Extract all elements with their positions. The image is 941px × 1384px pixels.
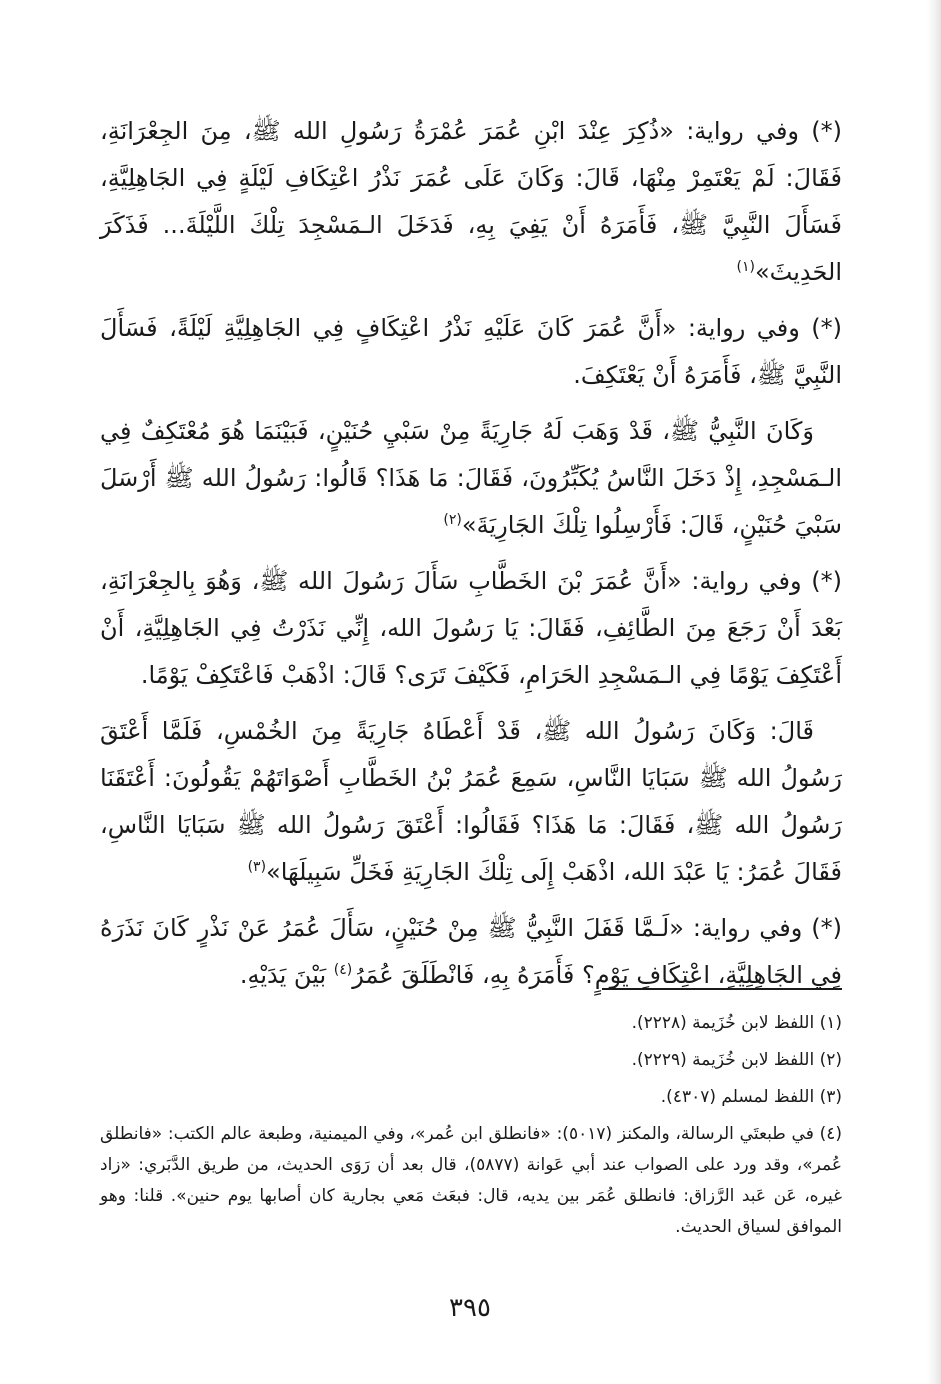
footnote-ref-3[interactable]: (٣)	[247, 859, 267, 875]
page-number: ٣٩٥	[449, 1293, 491, 1323]
paragraph-5-text: قَالَ: وَكَانَ رَسُولُ الله ﷺ، قَدْ أَعْطَاهُ جَارِيَةً مِنَ الخُمْسِ، فَلَمَّا أَعْتَقَ رَسُولُ الله ﷺ سَبَايَا النَّاسِ، سَمِعَ عُمَرُ بْنُ الخَطَّابِ أَصْوَاتَهُمْ يَقُولُونَ: أَعْتَقَنَا رَسُولُ الله ﷺ، فَقَالَ: مَا هَذَا؟ فَقَالُوا: أَعْتَقَ رَسُولُ الله ﷺ سَبَايَا النَّاسِ، فَقَالَ عُمَرُ: يَا عَبْدَ الله، اذْهَبْ إِلَى تِلْكَ الجَارِيَةِ فَخَلِّ سَبِيلَهَا»	[100, 717, 842, 886]
paragraph-4-text: (*) وفي رواية: «أَنَّ عُمَرَ بْنَ الخَطَّابِ سَأَلَ رَسُولَ الله ﷺ، وَهُوَ بِالجِعْرَانَةِ، بَعْدَ أَنْ رَجَعَ مِنَ الطَّائِفِ، فَقَالَ: يَا رَسُولَ الله، إِنِّي نَذَرْتُ فِي الجَاهِلِيَّةِ، أَنْ أَعْتَكِفَ يَوْمًا فِي الـمَسْجِدِ الحَرَامِ، فَكَيْفَ تَرَى؟ قَالَ: اذْهَبْ فَاعْتَكِفْ يَوْمًا.	[100, 567, 842, 689]
paragraph-3-text: وَكَانَ النَّبِيُّ ﷺ، قَدْ وَهَبَ لَهُ جَارِيَةً مِنْ سَبْيِ حُنَيْنٍ، فَبَيْنَمَا هُوَ مُعْتَكِفٌ فِي الـمَسْجِدِ، إِذْ دَخَلَ النَّاسُ يُكَبِّرُونَ، فَقَالَ: مَا هَذَا؟ قَالُوا: رَسُولُ الله ﷺ أَرْسَلَ سَبْيَ حُنَيْنٍ، قَالَ: فَأَرْسِلُوا تِلْكَ الجَارِيَةَ»	[100, 417, 842, 539]
paragraph-6	[100, 905, 842, 999]
paragraph-4	[100, 558, 842, 699]
footnote-ref-1[interactable]: (١)	[736, 259, 755, 275]
footnote-ref-4[interactable]: (٤)	[333, 962, 353, 978]
paragraph-3	[100, 408, 842, 549]
footnote-4: (٤) في طبعتَي الرسالة، والمكنز (٥٠١٧): «فانطلق ابن عُمر»، وفي الميمنية، وطبعة عالم الكتب: «فانطلق عُمر»، وقد ورد على الصواب عند أبي عَوانة (٥٨٧٧)، قال بعد أن رَوَى الحديث، من طريق الدَّبَري: «زاد غيره، عَن عَبد الرَّزاق: فانطلق عُمَر بين يديه، قال: فبعَث مَعي بجارية كان أصابها يوم حنين». قلنا: وهو الموافق لسياق الحديث.	[100, 1124, 843, 1237]
footnote-2: (٢) اللفظ لابن خُزَيمة (٢٢٢٩).	[631, 1050, 842, 1070]
paragraph-1	[100, 108, 842, 296]
main-text	[100, 108, 842, 999]
paragraph-1-text: (*) وفي رواية: «ذُكِرَ عِنْدَ ابْنِ عُمَرَ عُمْرَةُ رَسُولِ الله ﷺ، مِنَ الجِعْرَانَةِ، فَقَالَ: لَمْ يَعْتَمِرْ مِنْهَا، قَالَ: وَكَانَ عَلَى عُمَرَ نَذْرُ اعْتِكَافِ لَيْلَةٍ فِي الجَاهِلِيَّةِ، فَسَأَلَ النَّبِيَّ ﷺ، فَأَمَرَهُ أَنْ يَفِيَ بِهِ، فَدَخَلَ الـمَسْجِدَ تِلْكَ اللَّيْلَةَ... فَذَكَرَ الحَدِيثَ»	[100, 117, 842, 286]
paragraph-2-text: (*) وفي رواية: «أَنَّ عُمَرَ كَانَ عَلَيْهِ نَذْرُ اعْتِكَافٍ فِي الجَاهِلِيَّةِ لَيْلَةً، فَسَأَلَ النَّبِيَّ ﷺ، فَأَمَرَهُ أَنْ يَعْتَكِفَ.	[100, 314, 842, 389]
paragraph-6-text-end: بَيْنَ يَدَيْهِ.	[239, 961, 334, 989]
footnotes	[100, 1008, 842, 1243]
footnote-ref-2[interactable]: (٢)	[443, 512, 462, 528]
footnote-separator	[602, 988, 842, 990]
paragraph-5	[100, 708, 842, 896]
paragraph-6-text: (*) وفي رواية: «لَـمَّا قَفَلَ النَّبِيُّ ﷺ مِنْ حُنَيْنٍ، سَأَلَ عُمَرُ عَنْ نَذْرٍ كَانَ نَذَرَهُ فِي الجَاهِلِيَّةِ، اعْتِكَافِ يَوْمٍ؟ فَأَمَرَهُ بِهِ، فَانْطَلَقَ عُمَرُ	[100, 914, 842, 989]
footnote-3: (٣) اللفظ لمسلم (٤٣٠٧).	[660, 1087, 842, 1107]
page-edge-shadow	[927, 0, 941, 1384]
footnote-1: (١) اللفظ لابن خُزَيمة (٢٢٢٨).	[631, 1013, 842, 1033]
paragraph-2	[100, 305, 842, 399]
